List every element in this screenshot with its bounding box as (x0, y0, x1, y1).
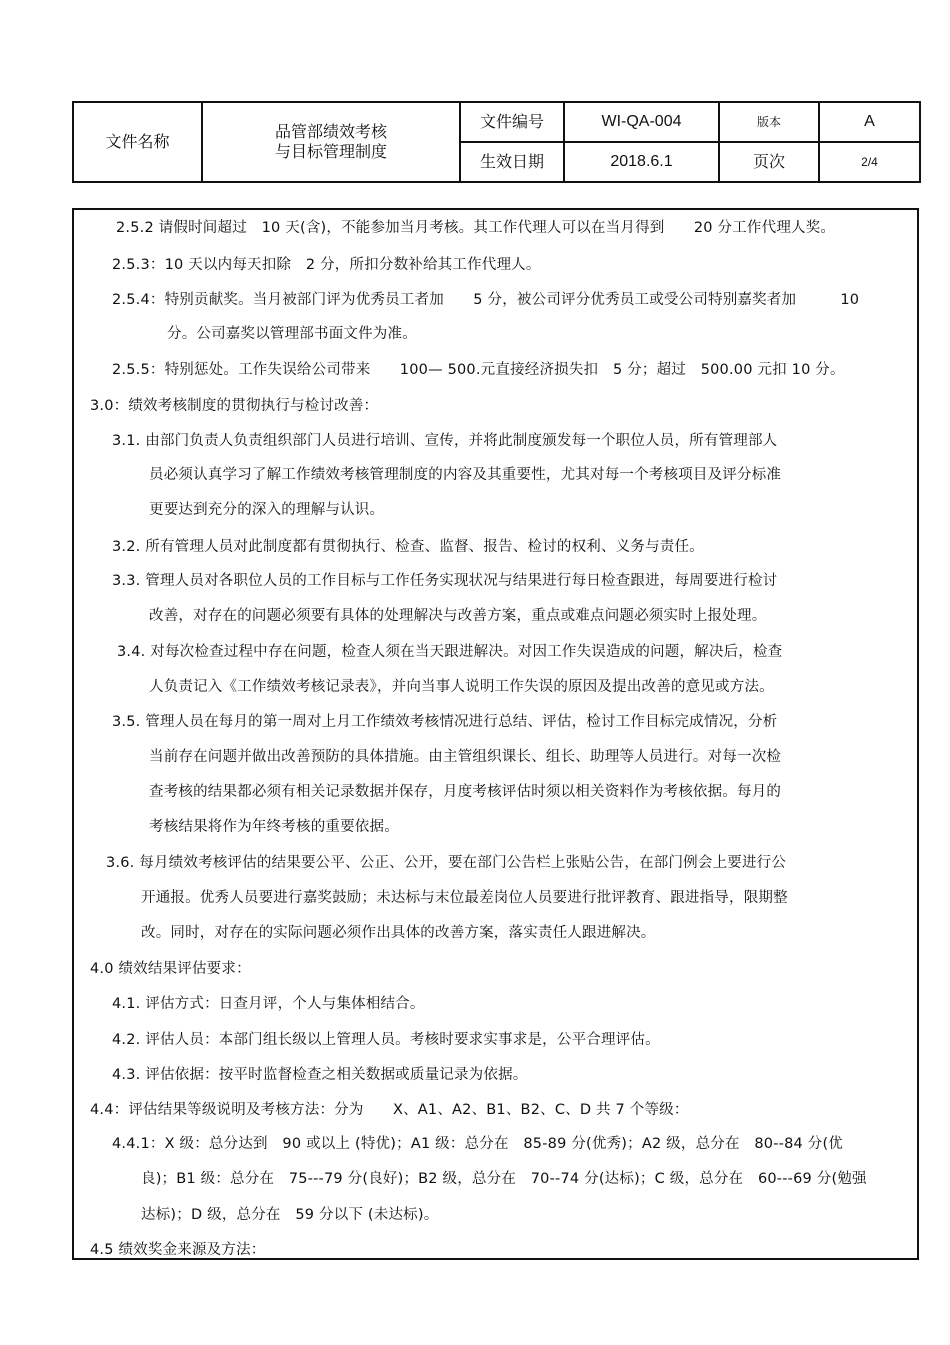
clause-3-4: 3.4. 对每次检查过程中存在问题，检查人须在当天跟进解决。对因工作失误造成的问题，解决后，检查 (117, 644, 783, 660)
clause-3-4-cont: 人负责记入《工作绩效考核记录表》，并向当事人说明工作失误的原因及提出改善的意见或方法。 (149, 679, 774, 695)
clause-2-5-5: 2.5.5：特别惩处。工作失误给公司带来 100— 500.元直接经济损失扣 5 分；超过 500.00 元扣 10 分。 (112, 362, 845, 378)
clause-2-5-3: 2.5.3：10 天以内每天扣除 2 分，所扣分数补给其工作代理人。 (112, 257, 541, 273)
clause-3-5-cont-2: 查考核的结果都必须有相关记录数据并保存，月度考核评估时须以相关资料作为考核依据。每月的 (149, 784, 782, 800)
clause-3-3: 3.3. 管理人员对各职位人员的工作目标与工作任务实现状况与结果进行每日检查跟进，每周要进行检讨 (112, 573, 778, 589)
clause-3-3-cont: 改善，对存在的问题必须要有具体的处理解决与改善方案，重点或难点问题必须实时上报处理。 (149, 608, 767, 624)
section-4-5-heading: 4.5 绩效奖金来源及方法： (90, 1242, 266, 1258)
effective-date-label: 生效日期 (460, 142, 564, 182)
clause-2-5-4: 2.5.4：特别贡献奖。当月被部门评为优秀员工者加 5 分，被公司评分优秀员工或受公司特别嘉奖者加 10 (112, 292, 860, 308)
clause-3-1-cont-2: 更要达到充分的深入的理解与认识。 (149, 502, 385, 518)
page-label: 页次 (719, 142, 819, 182)
doc-title-line1: 品管部绩效考核 (274, 122, 387, 141)
clause-4-1: 4.1. 评估方式：日查月评，个人与集体相结合。 (112, 996, 425, 1012)
document-header-table (72, 101, 921, 183)
clause-3-2: 3.2. 所有管理人员对此制度都有贯彻执行、检查、监督、报告、检讨的权利、义务与责任。 (112, 539, 704, 555)
clause-4-4-1-cont-2: 达标)；D 级，总分在 59 分以下 (未达标)。 (141, 1207, 439, 1223)
doc-no-label: 文件编号 (460, 102, 564, 142)
clause-3-6: 3.6. 每月绩效考核评估的结果要公平、公正、公开，要在部门公告栏上张贴公告，在部门例会上要进行公 (106, 855, 787, 871)
clause-2-5-4-cont: 分。公司嘉奖以管理部书面文件为准。 (167, 326, 417, 342)
doc-name-label: 文件名称 (73, 102, 202, 182)
clause-3-5: 3.5. 管理人员在每月的第一周对上月工作绩效考核情况进行总结、评估，检讨工作目标完成情况，分析 (112, 714, 778, 730)
doc-title (202, 102, 460, 182)
section-3-0-heading: 3.0：绩效考核制度的贯彻执行与检讨改善： (90, 398, 379, 414)
clause-3-5-cont-3: 考核结果将作为年终考核的重要依据。 (149, 819, 399, 835)
clause-3-5-cont-1: 当前存在问题并做出改善预防的具体措施。由主管组织课长、组长、助理等人员进行。对每一次检 (149, 749, 782, 765)
clause-3-1-cont-1: 员必须认真学习了解工作绩效考核管理制度的内容及其重要性，尤其对每一个考核项目及评分标准 (149, 467, 782, 483)
page-number: 2/4 (819, 142, 920, 182)
clause-3-6-cont-2: 改。同时，对存在的实际问题必须作出具体的改善方案，落实责任人跟进解决。 (141, 925, 656, 941)
version-label: 版本 (719, 102, 819, 142)
clause-2-5-2: 2.5.2 请假时间超过 10 天(含)，不能参加当月考核。其工作代理人可以在当月得到 20 分工作代理人奖。 (116, 220, 836, 236)
clause-3-1: 3.1. 由部门负责人负责组织部门人员进行培训、宣传，并将此制度颁发每一个职位人员，所有管理部人 (112, 433, 778, 449)
section-4-0-heading: 4.0 绩效结果评估要求： (90, 961, 251, 977)
clause-4-2: 4.2. 评估人员：本部门组长级以上管理人员。考核时要求实事求是，公平合理评估。 (112, 1032, 660, 1048)
clause-4-4-1: 4.4.1：X 级：总分达到 90 或以上 (特优)；A1 级：总分在 85-89 分(优秀)；A2 级，总分在 80--84 分(优 (112, 1136, 844, 1152)
clause-4-3: 4.3. 评估依据：按平时监督检查之相关数据或质量记录为依据。 (112, 1067, 528, 1083)
version-value: A (819, 102, 920, 142)
doc-no-value: WI-QA-004 (564, 102, 719, 142)
clause-4-4-1-cont-1: 良)；B1 级：总分在 75---79 分(良好)；B2 级，总分在 70--74 分(达标)；C 级，总分在 60---69 分(勉强 (141, 1171, 867, 1187)
clause-4-4: 4.4：评估结果等级说明及考核方法：分为 X、A1、A2、B1、B2、C、D 共 7 个等级： (90, 1102, 689, 1118)
effective-date-value: 2018.6.1 (564, 142, 719, 182)
doc-title-line2: 与目标管理制度 (274, 142, 387, 161)
clause-3-6-cont-1: 开通报。优秀人员要进行嘉奖鼓励；未达标与末位最差岗位人员要进行批评教育、跟进指导，限期整 (141, 890, 788, 906)
